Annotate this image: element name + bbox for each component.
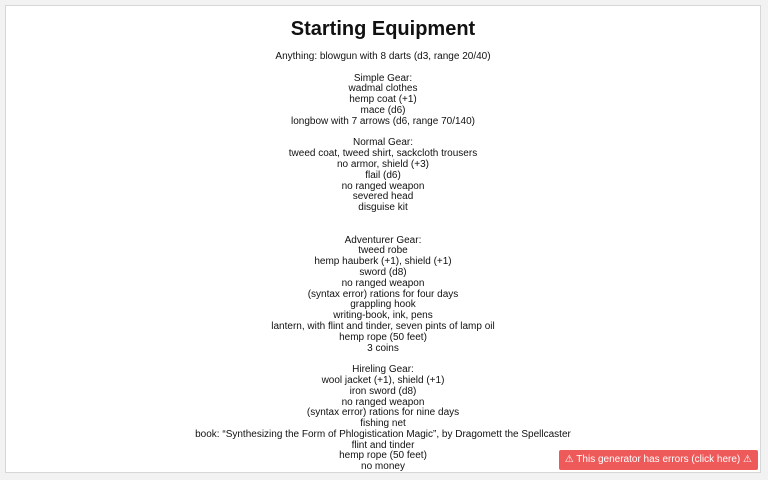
section-heading: Normal Gear: <box>352 137 413 149</box>
simple-gear-section <box>6 74 760 128</box>
gear-item: grappling hook <box>350 299 416 311</box>
gear-item: no ranged weapon <box>341 180 425 192</box>
gear-item: tweed robe <box>358 245 408 257</box>
gear-item: writing-book, ink, pens <box>333 310 433 322</box>
gear-item: flail (d6) <box>365 169 401 181</box>
gear-item: no armor, shield (+3) <box>337 158 429 170</box>
gear-item: (syntax error) rations for four days <box>307 288 459 300</box>
gear-item: fishing net <box>360 418 406 430</box>
gear-item: lantern, with flint and tinder, seven pints of lamp oil <box>271 320 495 332</box>
gear-item: longbow with 7 arrows (d6, range 70/140) <box>291 115 475 127</box>
gear-item: (syntax error) rations for nine days <box>306 407 460 419</box>
page-title: Starting Equipment <box>290 18 476 40</box>
generator-errors-button[interactable]: ⚠ This generator has errors (click here) ⚠ <box>559 450 758 470</box>
gear-item: no money <box>361 461 405 473</box>
gear-item: no ranged weapon <box>341 277 425 289</box>
adventurer-gear-section <box>6 236 760 355</box>
gear-item: hemp rope (50 feet) <box>339 331 427 343</box>
gear-item: no ranged weapon <box>341 396 425 408</box>
gear-item: 3 coins <box>367 342 399 354</box>
gear-item: iron sword (d8) <box>349 385 417 397</box>
anything-line: Anything: blowgun with 8 darts (d3, range 20/40) <box>275 51 491 62</box>
gear-item: sword (d8) <box>359 266 407 278</box>
gear-item: book: “Synthesizing the Form of Phlogistication Magic”, by Dragomett the Spellcaster <box>195 428 571 440</box>
gear-item: tweed coat, tweed shirt, sackcloth trousers <box>288 148 478 160</box>
generator-output <box>5 5 761 473</box>
gear-item: disguise kit <box>358 202 408 214</box>
section-heading: Hireling Gear: <box>352 364 414 376</box>
section-heading: Simple Gear: <box>353 72 413 84</box>
normal-gear-section <box>6 138 760 214</box>
gear-item: severed head <box>352 191 414 203</box>
gear-item: mace (d6) <box>360 104 406 116</box>
gear-item: hemp rope (50 feet) <box>339 450 427 462</box>
gear-item: wadmal clothes <box>348 83 418 95</box>
gear-item: wool jacket (+1), shield (+1) <box>321 374 445 386</box>
gear-item: hemp hauberk (+1), shield (+1) <box>314 256 452 268</box>
section-heading: Adventurer Gear: <box>344 234 422 246</box>
gear-item: hemp coat (+1) <box>349 94 417 106</box>
gear-item: flint and tinder <box>351 439 415 451</box>
